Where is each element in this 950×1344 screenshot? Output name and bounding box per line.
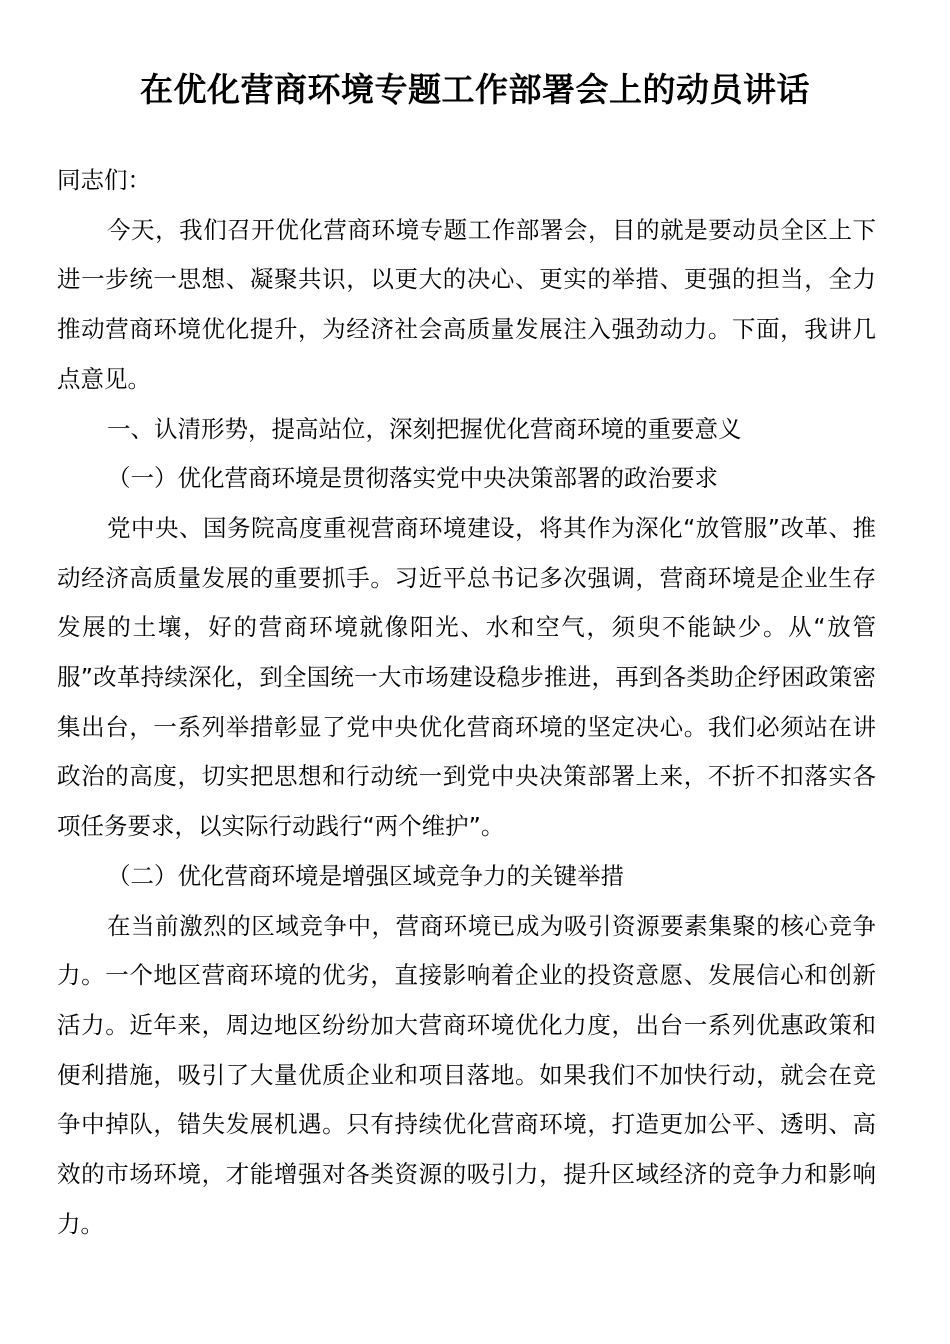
subsection-2-heading: （二）优化营商环境是增强区域竞争力的关键举措: [107, 861, 624, 890]
subsection-2-body: 在当前激烈的区域竞争中，营商环境已成为吸引资源要素集聚的核心竞争力。一个地区营商环境的优劣，直接影响着企业的投资意愿、发展信心和创新活力。近年来，周边地区纷纷加大营商环境优化力度，出台一系列优惠政策和便利措施，吸引了大量优质企业和项目落地。如果我们不加快行动，就会在竞争中掉队，错失发展机遇。只有持续优化营商环境，打造更加公平、透明、高效的市场环境，才能增强对各类资源的吸引力，提升区域经济的竞争力和影响力。: [57, 911, 876, 1238]
subsection-1-heading: （一）优化营商环境是贯彻落实党中央决策部署的政治要求: [107, 464, 718, 493]
subsection-1-body: 党中央、国务院高度重视营商环境建设，将其作为深化“放管服”改革、推动经济高质量发展的重要抓手。习近平总书记多次强调，营商环境是企业生存发展的土壤，好的营商环境就像阳光、水和空气，须臾不能缺少。从“放管服”改革持续深化，到全国统一大市场建设稳步推进，再到各类助企纾困政策密集出台，一系列举措彰显了党中央优化营商环境的坚定决心。我们必须站在讲政治的高度，切实把思想和行动统一到党中央决策部署上来，不折不扣落实各项任务要求，以实际行动践行“两个维护”。: [57, 513, 876, 841]
section-1-heading: 一、认清形势，提高站位，深刻把握优化营商环境的重要意义: [107, 414, 742, 443]
intro-paragraph: 今天，我们召开优化营商环境专题工作部署会，目的就是要动员全区上下进一步统一思想、凝聚共识，以更大的决心、更实的举措、更强的担当，全力推动营商环境优化提升，为经济社会高质量发展注入强劲动力。下面，我讲几点意见。: [57, 215, 876, 393]
salutation: 同志们：: [57, 166, 151, 194]
document-title: 在优化营商环境专题工作部署会上的动员讲话: [140, 70, 810, 109]
